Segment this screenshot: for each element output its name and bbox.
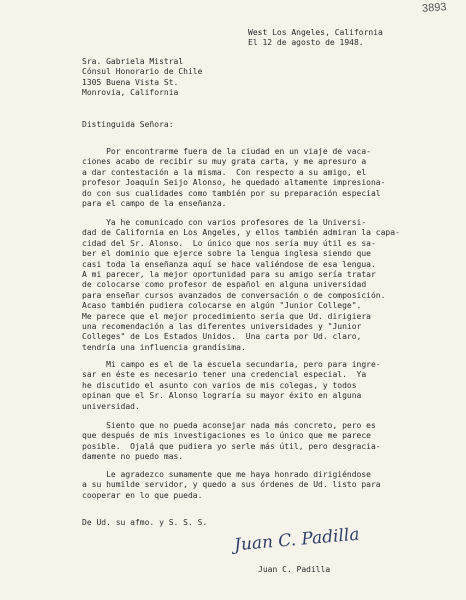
paragraph-line: una recomendación a las diferentes universidades y "Junior (82, 322, 362, 332)
recipient-line: Cónsul Honorario de Chile (82, 67, 203, 76)
paragraph-line: Me parece que el mejor procedimiento sería que Ud. dirigiera (82, 311, 371, 321)
salutation: Distinguida Señora: (82, 120, 174, 129)
paragraph-line: Siento que no pueda aconsejar nada más concreto, pero es (82, 421, 376, 430)
paragraph-line: he discutido el asunto con varios de mis colegas, y todos (82, 380, 357, 390)
paragraph-line: Ya he comunicado con varios profesores de la Universi- (82, 218, 367, 227)
paragraph-line: Mi campo es el de la escuela secundaria, pero para ingre- (82, 360, 381, 369)
paragraph-line: do con sus cualidades como también por su preparación especial (82, 188, 381, 198)
paragraph-line: posible. Ojalá que pudiera yo serle más útil, pero desgracia- (82, 441, 381, 451)
paragraph-line: cooperar en lo que pueda. (82, 490, 203, 500)
paragraph-line: tendría una influencia grandísima. (82, 342, 246, 352)
paragraph-line: de colocarse como profesor de español en alguna universidad (82, 280, 367, 290)
paragraph-line: A mi parecer, la mejor oportunidad para su amigo sería tratar (82, 270, 376, 280)
paragraph-line: casi toda la enseñanza aquí se hace valiéndose de esa lengua. (82, 259, 376, 269)
paragraph-2 (82, 218, 400, 353)
paragraph-line: a dar contestación a la misma. Con respecto a su amigo, el (82, 167, 367, 177)
archive-number: 3893 (421, 1, 447, 15)
paragraph-line: para enseñar cursos avanzados de conversación o de composición. (82, 290, 386, 300)
paragraph-line: ciones acabo de recibir su muy grata carta, y me apresuro a (82, 157, 367, 167)
paragraph-5 (82, 470, 381, 501)
paragraph-line: profesor Joaquín Seijo Alonso, he quedado altamente impresiona- (82, 178, 386, 188)
header-date: El 12 de agosto de 1948. (248, 38, 364, 47)
paragraph-line: que después de mis investigaciones es lo único que me parece (82, 431, 371, 441)
closing: De Ud. su afmo. y S. S. S. (82, 518, 208, 527)
paragraph-3 (82, 360, 381, 412)
paragraph-line: Por encontrarme fuera de la ciudad en un viaje de vaca- (82, 147, 371, 156)
paragraph-line: para el campo de la enseñanza. (82, 199, 227, 209)
paragraph-4 (82, 421, 381, 463)
paragraph-line: Acaso también pudiera colocarse en algún "Junior College". (82, 301, 362, 311)
paragraph-line: Colleges" de Los Estados Unidos. Una carta por Ud. claro, (82, 332, 362, 342)
recipient-line: Sra. Gabriela Mistral (82, 57, 184, 66)
paragraph-line: cidad del Sr. Alonso. Lo único que nos sería muy útil es sa- (82, 238, 376, 248)
paragraph-line: opinan que el Sr. Alonso lograría su mayor éxito en alguna (82, 391, 362, 401)
paragraph-line: damente no puedo mas. (82, 452, 184, 462)
recipient-line: 1305 Buena Vista St. (82, 78, 179, 87)
paragraph-line: ber el dominio que ejerce sobre la lengua inglesa siendo que (82, 249, 371, 259)
handwritten-signature: Juan C. Padilla (233, 524, 361, 556)
recipient-line: Monrovia, California (82, 88, 179, 97)
paragraph-line: dad de California en Los Angeles, y ellos también admiran la capa- (82, 228, 400, 238)
paragraph-line: Le agradezco sumamente que me haya honrado dirigiéndose (82, 470, 371, 479)
paragraph-1 (82, 147, 385, 209)
paragraph-line: sar en éste es necesario tener una credencial especial. Ya (82, 370, 367, 380)
signer-name: Juan C. Padilla (258, 565, 331, 574)
header-place: West Los Angeles, California (248, 28, 383, 37)
paragraph-line: universidad. (82, 401, 140, 411)
paragraph-line: a su humilde servidor, y quedo a sus órdenes de Ud. listo para (82, 480, 381, 490)
